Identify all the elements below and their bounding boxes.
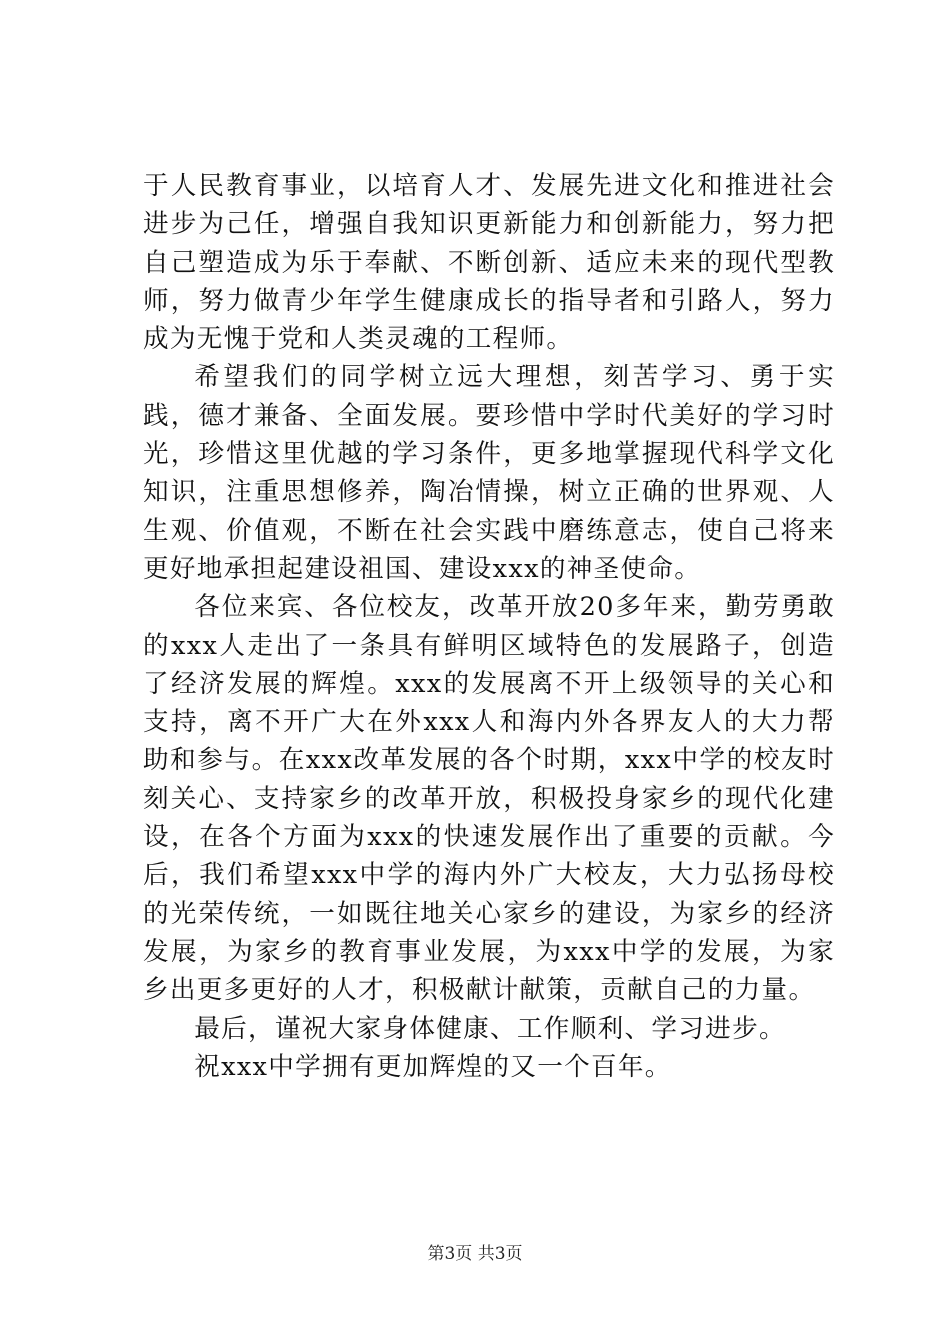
paragraph-students: 希望我们的同学树立远大理想，刻苦学习、勇于实践，德才兼备、全面发展。要珍惜中学时代美好的学习时光，珍惜这里优越的学习条件，更多地掌握现代科学文化知识，注重思想修养，陶冶情操，树立正确的世界观、人生观、价值观，不断在社会实践中磨练意志，使自己将来更好地承担起建设祖国、建设xxx的神圣使命。 [143, 362, 835, 584]
page-number-footer: 第3页 共3页 [427, 1244, 523, 1264]
paragraph-closing: 祝xxx中学拥有更加辉煌的又一个百年。 [194, 1051, 672, 1082]
paragraph-alumni: 各位来宾、各位校友，改革开放20多年来，勤劳勇敢的xxx人走出了一条具有鲜明区域特色的发展路子，创造了经济发展的辉煌。xxx的发展离不开上级领导的关心和支持，离不开广大在外xxx人和海内外各界友人的大力帮助和参与。在xxx改革发展的各个时期，xxx中学的校友时刻关心、支持家乡的改革开放，积极投身家乡的现代化建设，在各个方面为xxx的快速发展作出了重要的贡献。今后，我们希望xxx中学的海内外广大校友，大力弘扬母校的光荣传统，一如既往地关心家乡的建设，为家乡的经济发展，为家乡的教育事业发展，为xxx中学的发展，为家乡出更多更好的人才，积极献计献策，贡献自己的力量。 [143, 592, 835, 1006]
paragraph-continuation: 于人民教育事业，以培育人才、发展先进文化和推进社会进步为己任，增强自我知识更新能力和创新能力，努力把自己塑造成为乐于奉献、不断创新、适应未来的现代型教师，努力做青少年学生健康成长的指导者和引路人，努力成为无愧于党和人类灵魂的工程师。 [143, 171, 835, 355]
paragraph-wishes: 最后，谨祝大家身体健康、工作顺利、学习进步。 [194, 1013, 786, 1044]
document-body [143, 167, 835, 1086]
